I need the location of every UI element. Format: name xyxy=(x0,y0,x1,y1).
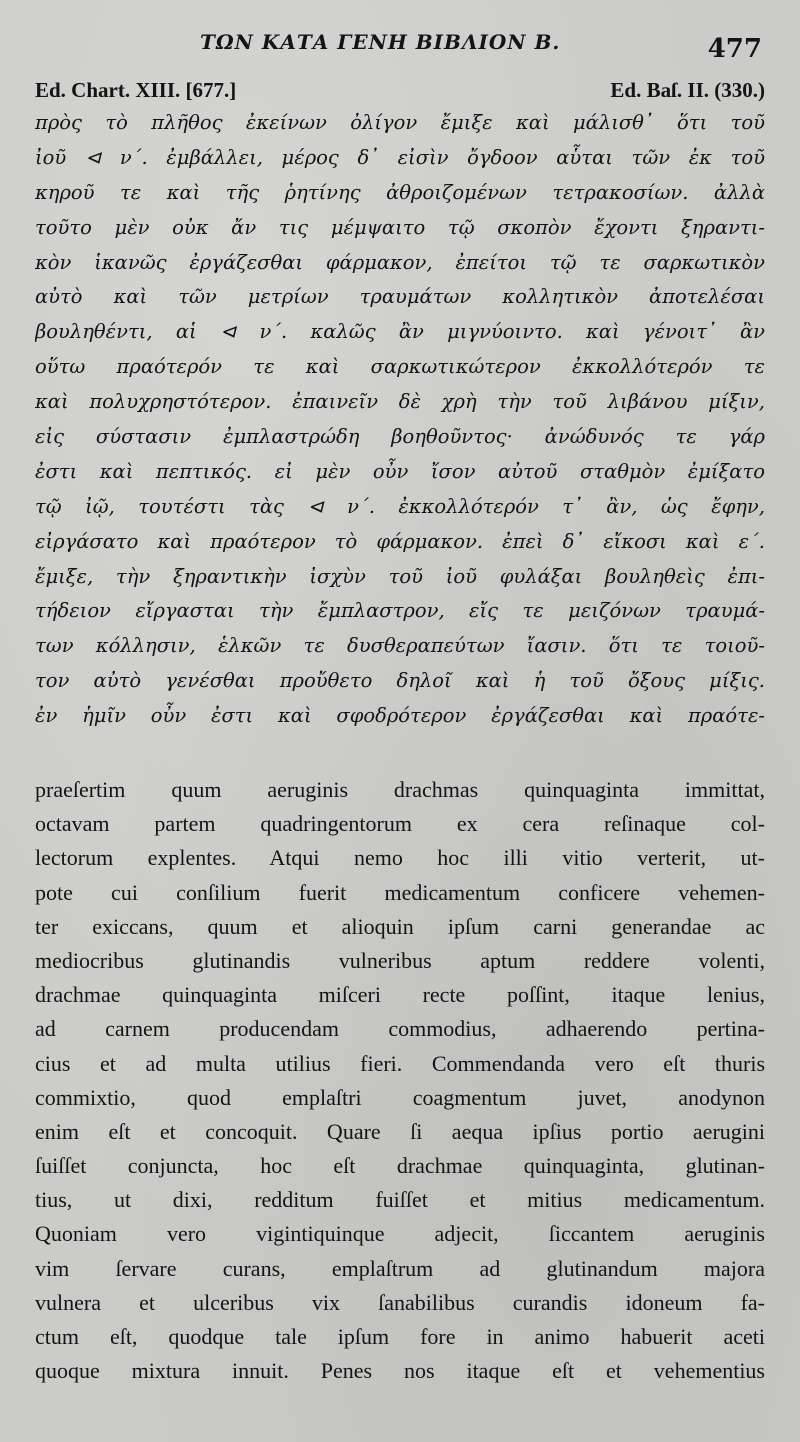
greek-text-line: καὶ πολυχρηστότερον. ἐπαινεῖν δὲ χρὴ τὴν τοῦ λιβάνου μίξιν, xyxy=(35,390,765,414)
latin-text-line: ad carnem producendam commodius, adhaerendo pertina- xyxy=(35,1016,765,1042)
greek-text-line: πρὸς τὸ πλῆθος ἐκείνων ὀλίγον ἔμιξε καὶ μάλισθ᾽ ὅτι τοῦ xyxy=(35,111,765,134)
latin-text-line: quoque mixtura innuit. Penes nos itaque eſt et vehementius xyxy=(35,1358,765,1384)
latin-text-line: enim eſt et concoquit. Quare ſi aequa ipſius portio aerugini xyxy=(35,1118,765,1144)
greek-text-line: ἔμιξε, τὴν ξηραντικὴν ἰσχὺν τοῦ ἰοῦ φυλάξαι βουληθεὶς ἐπι- xyxy=(35,564,765,588)
greek-text-block xyxy=(35,106,765,734)
running-title: ΤΩΝ ΚΑΤΑ ΓΕΝΗ ΒΙΒΛΙΟΝ Β. xyxy=(200,30,561,54)
greek-text-line: ἐστι καὶ πεπτικός. εἰ μὲν οὖν ἴσον αὐτοῦ σταθμὸν ἐμίξατο xyxy=(35,459,765,483)
greek-text-line: των κόλλησιν, ἑλκῶν τε δυσθεραπεύτων ἴασιν. ὅτι τε τοιοῦ- xyxy=(35,634,765,658)
latin-text-line: Quoniam vero vigintiquinque adjecit, ſiccantem aeruginis xyxy=(35,1221,765,1247)
greek-text-line: οὕτω πραότερόν τε καὶ σαρκωτικώτερον ἐκκολλότερόν τε xyxy=(35,355,765,379)
greek-text-line: τήδειον εἴργασται τὴν ἔμπλαστρον, εἴς τε μειζόνων τραυμά- xyxy=(35,599,765,623)
latin-text-line: lectorum explentes. Atqui nemo hoc illi vitio verterit, ut- xyxy=(35,845,765,871)
greek-text-line: τῷ ἰῷ, τουτέστι τὰς ⊲ ν΄. ἐκκολλότερόν τ᾽ ἂν, ὡς ἔφην, xyxy=(35,494,765,518)
greek-text-line: κὸν ἱκανῶς ἐργάζεσθαι φάρμακον, ἐπείτοι τῷ τε σαρκωτικὸν xyxy=(35,250,765,274)
greek-text-line: τον αὐτὸ γενέσθαι προὔθετο δηλοῖ καὶ ἡ τοῦ ὄξους μίξις. xyxy=(35,669,765,693)
greek-text-line: αὐτὸ καὶ τῶν μετρίων τραυμάτων κολλητικὸν ἀποτελέσαι xyxy=(35,285,765,309)
latin-text-line: drachmae quinquaginta miſceri recte poſſint, itaque lenius, xyxy=(35,982,765,1008)
latin-text-line: tius, ut dixi, redditum fuiſſet et mitius medicamentum. xyxy=(35,1187,765,1213)
latin-text-line: commixtio, quod emplaſtri coagmentum juvet, anodynon xyxy=(35,1084,765,1110)
edition-basel-reference: Ed. Baſ. II. (330.) xyxy=(610,78,765,102)
greek-text-line: κηροῦ τε καὶ τῆς ῥητίνης ἀθροιζομένων τετρακοσίων. ἀλλὰ xyxy=(35,180,765,204)
greek-text-line: ἐν ἡμῖν οὖν ἐστι καὶ σφοδρότερον ἐργάζεσθαι καὶ πραότε- xyxy=(35,704,765,728)
greek-text-line: εἰς σύστασιν ἐμπλαστρώδη βοηθοῦντος· ἀνώδυνός τε γάρ xyxy=(35,425,765,449)
greek-text-line: ἰοῦ ⊲ ν΄. ἐμβάλλει, μέρος δ᾽ εἰσὶν ὄγδοον αὗται τῶν ἐκ τοῦ xyxy=(35,145,765,169)
latin-text-line: ſuiſſet conjuncta, hoc eſt drachmae quinquaginta, glutinan- xyxy=(35,1153,765,1179)
greek-text-line: βουληθέντι, αἱ ⊲ ν΄. καλῶς ἂν μιγνύοιντο. καὶ γένοιτ᾽ ἂν xyxy=(35,320,765,344)
latin-text-line: mediocribus glutinandis vulneribus aptum reddere volenti, xyxy=(35,947,765,973)
page-number: 477 xyxy=(707,34,762,64)
latin-text-line: vulnera et ulceribus vix ſanabilibus curandis idoneum fa- xyxy=(35,1289,765,1315)
latin-text-line: cius et ad multa utilius fieri. Commendanda vero eſt thuris xyxy=(35,1050,765,1076)
latin-text-line: ter exiccans, quum et alioquin ipſum carni generandae ac xyxy=(35,913,765,939)
edition-chartier-reference: Ed. Chart. XIII. [677.] xyxy=(35,78,237,102)
latin-text-line: vim ſervare curans, emplaſtrum ad glutinandum majora xyxy=(35,1255,765,1281)
latin-text-line: ctum eſt, quodque tale ipſum fore in animo habuerit aceti xyxy=(35,1324,765,1349)
running-head xyxy=(0,30,800,64)
greek-text-line: εἰργάσατο καὶ πραότερον τὸ φάρμακον. ἐπεὶ δ᾽ εἴκοσι καὶ ε΄. xyxy=(35,529,765,553)
edition-reference-line xyxy=(35,78,765,106)
greek-text-line: τοῦτο μὲν οὐκ ἄν τις μέμψαιτο τῷ σκοπὸν ἔχοντι ξηραντι- xyxy=(35,215,765,239)
latin-text-line: pote cui conſilium fuerit medicamentum conficere vehemen- xyxy=(35,879,765,905)
latin-text-line: octavam partem quadringentorum ex cera reſinaque col- xyxy=(35,811,765,837)
latin-text-block xyxy=(35,773,765,1388)
latin-text-line: praeſertim quum aeruginis drachmas quinquaginta immittat, xyxy=(35,777,765,802)
